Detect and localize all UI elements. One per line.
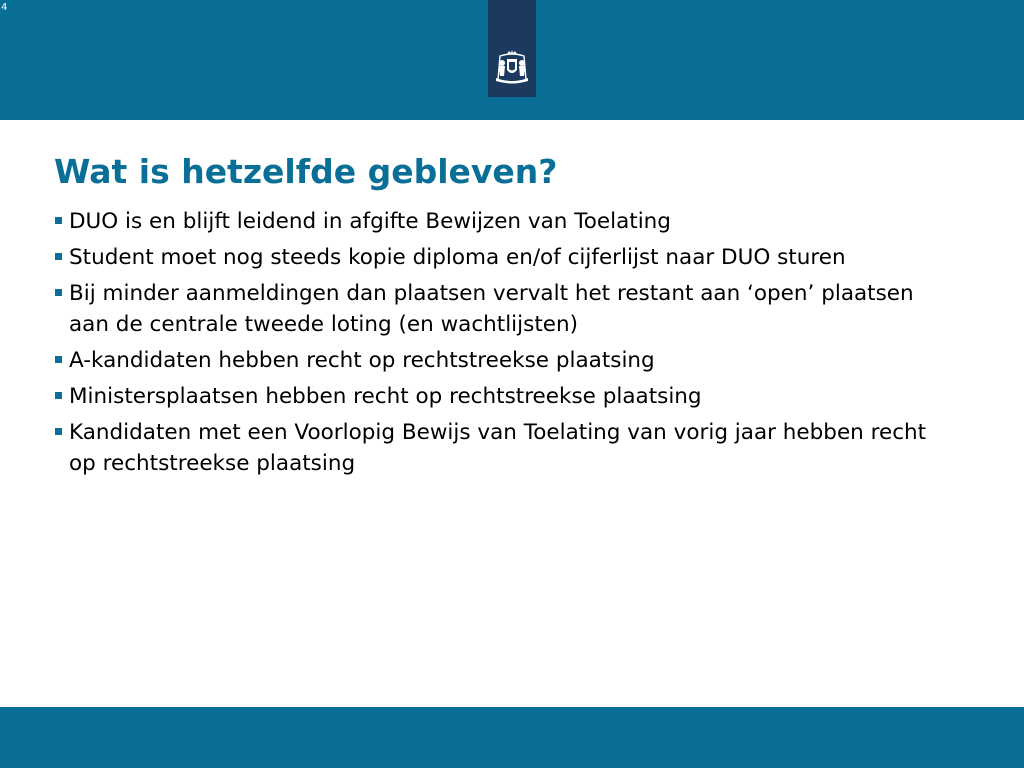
slide-number: 4 (1, 2, 8, 13)
bullet-text: Ministersplaatsen hebben recht op rechtstreekse plaatsing (69, 384, 702, 409)
bullet-list (54, 206, 954, 484)
bullet-item (54, 242, 954, 273)
square-bullet-icon (55, 356, 62, 363)
bullet-text: DUO is en blijft leidend in afgifte Bewijzen van Toelating (69, 209, 671, 234)
bullet-item (54, 381, 954, 412)
square-bullet-icon (55, 289, 62, 296)
bullet-text: Student moet nog steeds kopie diploma en/of cijferlijst naar DUO sturen (69, 245, 846, 270)
header-band (0, 0, 1024, 120)
square-bullet-icon (55, 253, 62, 260)
bullet-item (54, 345, 954, 376)
square-bullet-icon (55, 392, 62, 399)
bullet-text: Kandidaten met een Voorlopig Bewijs van Toelating van vorig jaar hebben recht op rechtstreekse plaatsing (69, 420, 927, 476)
bullet-text: Bij minder aanmeldingen dan plaatsen vervalt het restant aan ‘open’ plaatsen aan de centrale tweede loting (en wachtlijsten) (69, 281, 914, 337)
bullet-item (54, 206, 954, 237)
bullet-text: A-kandidaten hebben recht op rechtstreekse plaatsing (69, 348, 655, 373)
logo (488, 0, 536, 97)
square-bullet-icon (55, 428, 62, 435)
bullet-item (54, 278, 954, 340)
bullet-item (54, 417, 954, 479)
footer-band (0, 707, 1024, 768)
square-bullet-icon (55, 217, 62, 224)
slide-title: Wat is hetzelfde gebleven? (54, 152, 558, 191)
coat-of-arms-icon (490, 50, 534, 86)
